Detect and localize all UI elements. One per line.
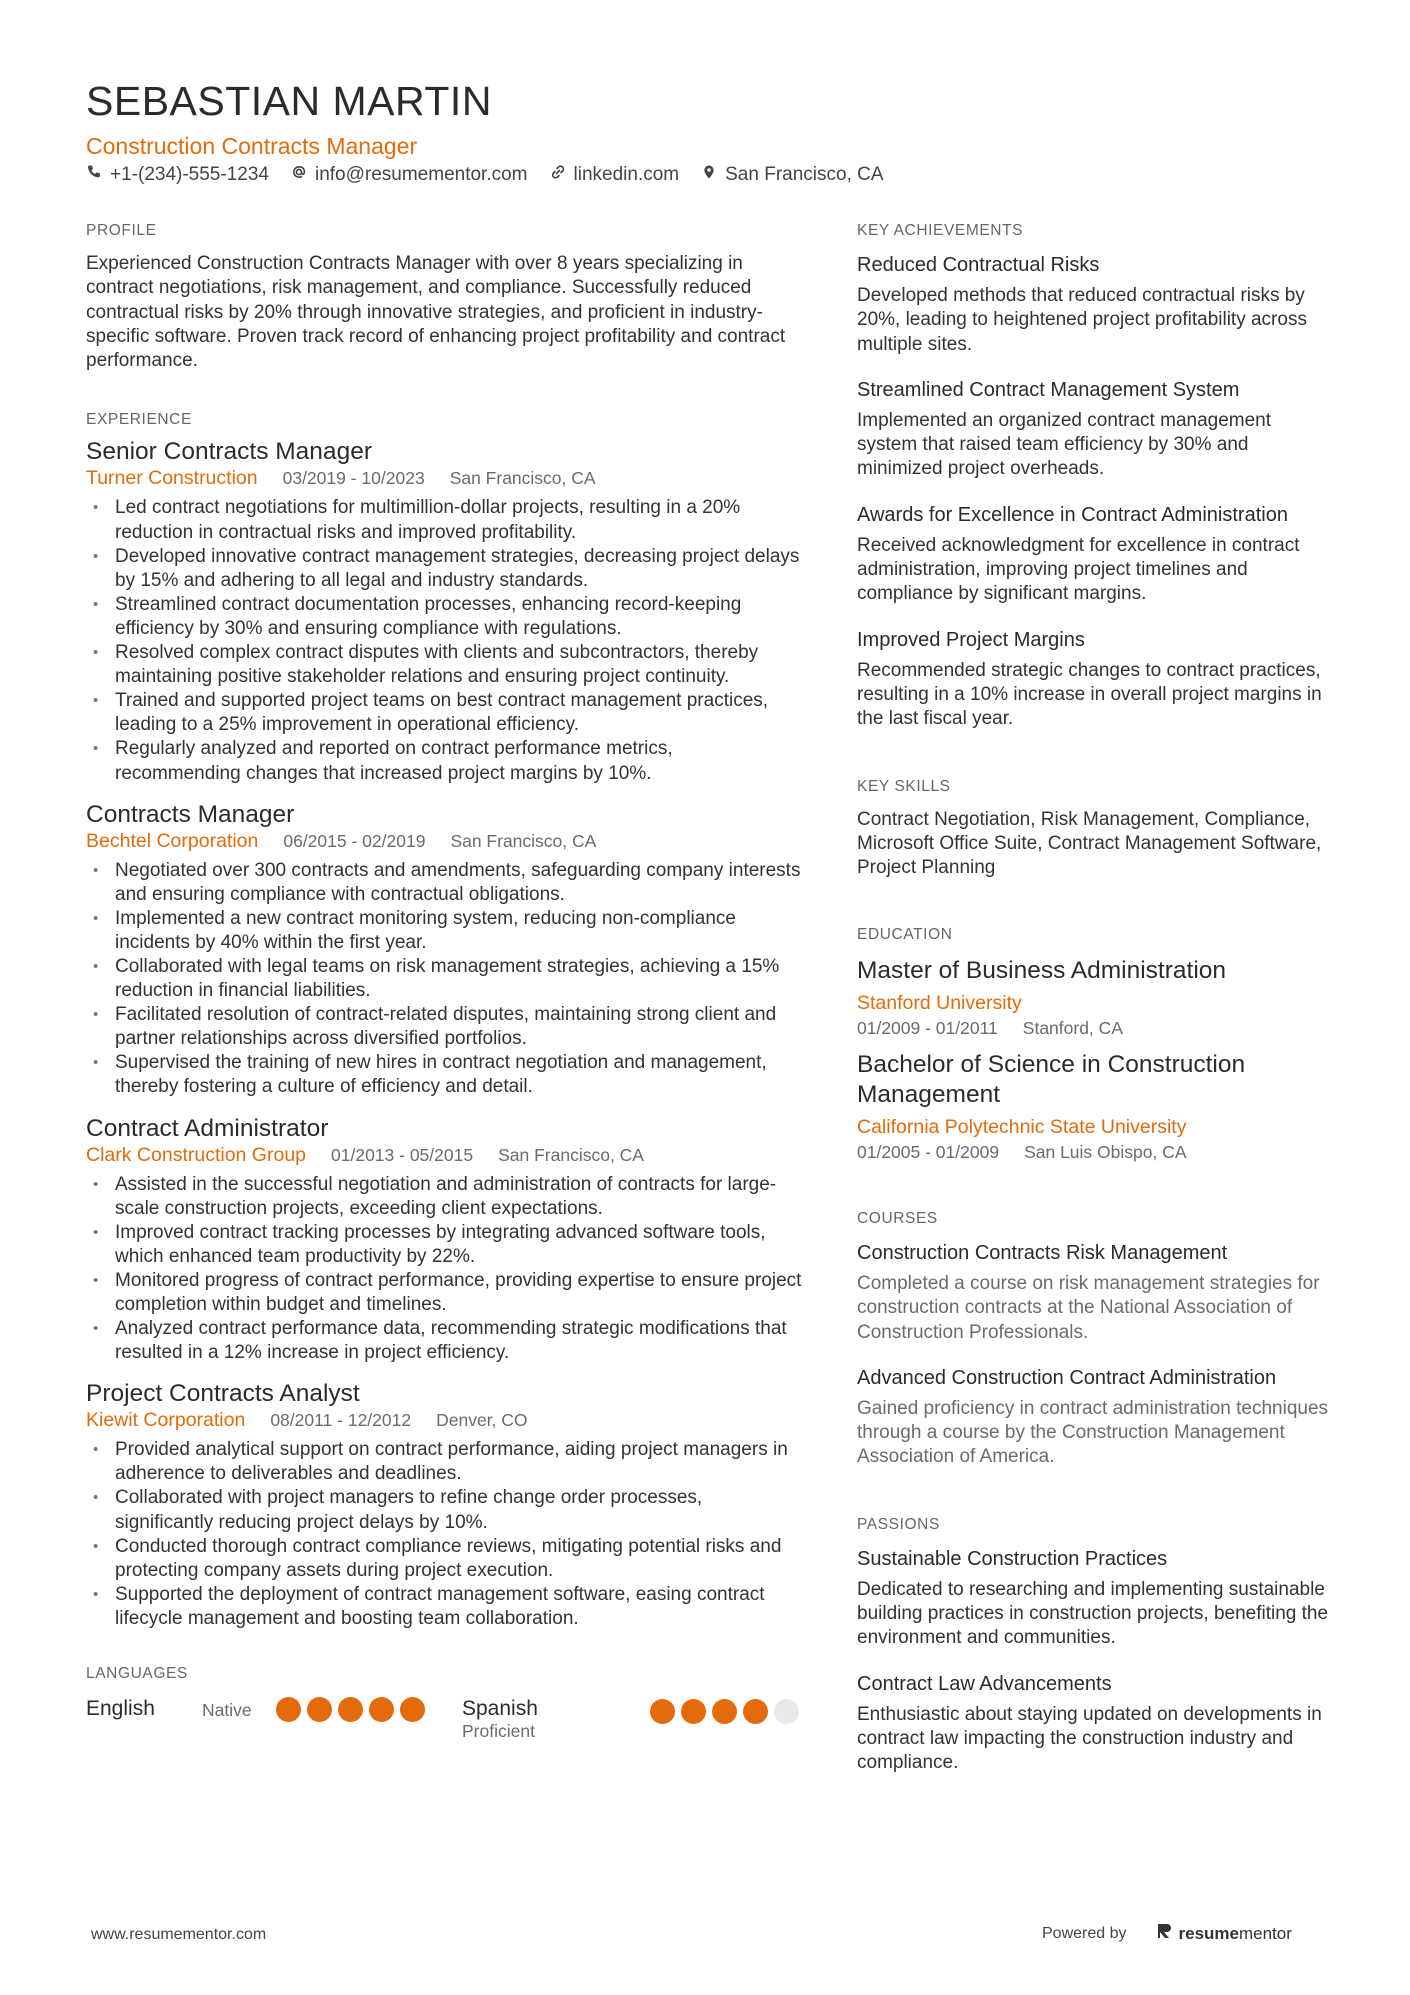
job-company: Kiewit Corporation bbox=[86, 1409, 246, 1432]
rating-dot-filled bbox=[400, 1697, 425, 1722]
passion-desc: Dedicated to researching and implementing sustainable building practices in construction projects, benefiting the environment and communities. bbox=[857, 1578, 1329, 1649]
job-bullet: • Resolved complex contract disputes with clients and subcontractors, thereby maintaining positive stakeholder relations and ensuring project continuity. bbox=[86, 641, 802, 689]
course-title: Advanced Construction Contract Administration bbox=[857, 1366, 1277, 1389]
job-company: Bechtel Corporation bbox=[86, 829, 259, 852]
passion-title: Sustainable Construction Practices bbox=[857, 1547, 1168, 1570]
brand-logo[interactable] bbox=[1157, 1922, 1292, 1945]
job-location: San Francisco, CA bbox=[498, 1144, 644, 1165]
job-entry bbox=[86, 800, 802, 1100]
job-bullet: • Streamlined contract documentation processes, enhancing record-keeping efficiency by 30% and ensuring compliance with regulations. bbox=[86, 593, 802, 641]
contact-bar bbox=[86, 164, 884, 186]
job-bullet: • Conducted thorough contract compliance reviews, mitigating potential risks and protecting company assets during project execution. bbox=[86, 1535, 802, 1583]
language-item bbox=[86, 1697, 462, 1742]
education-item bbox=[857, 1050, 1335, 1164]
candidate-role: Construction Contracts Manager bbox=[86, 133, 418, 159]
education-school: Stanford University bbox=[857, 991, 1022, 1014]
education-location: San Luis Obispo, CA bbox=[1024, 1141, 1187, 1162]
skills-text: Contract Negotiation, Risk Management, Compliance, Microsoft Office Suite, Contract Management Software, Project Planning bbox=[857, 808, 1322, 879]
contact-phone[interactable] bbox=[86, 164, 269, 186]
language-item bbox=[462, 1697, 802, 1742]
job-bullet: • Negotiated over 300 contracts and amendments, safeguarding company interests and ensuring compliance with contractual obligations. bbox=[86, 859, 802, 907]
job-bullet: • Supported the deployment of contract management software, easing contract lifecycle management and boosting team collaboration. bbox=[86, 1583, 802, 1631]
job-company: Turner Construction bbox=[86, 467, 258, 490]
job-bullet: • Analyzed contract performance data, recommending strategic modifications that resulted in a 12% increase in project efficiency. bbox=[86, 1317, 802, 1365]
right-column bbox=[857, 222, 1335, 1796]
experience-heading: EXPERIENCE bbox=[86, 411, 192, 429]
education-school: California Polytechnic State University bbox=[857, 1115, 1187, 1138]
job-bullet: • Facilitated resolution of contract-related disputes, maintaining strong client and partner relationships across diversified portfolios. bbox=[86, 1003, 802, 1051]
contact-location bbox=[701, 164, 883, 186]
footer-branding bbox=[1042, 1922, 1292, 1945]
language-name: English bbox=[86, 1697, 155, 1721]
job-dates: 03/2019 - 10/2023 bbox=[282, 468, 425, 489]
education-degree: Bachelor of Science in Construction Management bbox=[857, 1050, 1246, 1109]
education-meta bbox=[857, 1140, 1335, 1164]
achievement-title: Streamlined Contract Management System bbox=[857, 378, 1240, 401]
job-title: Contract Administrator bbox=[86, 1114, 329, 1142]
job-dates: 01/2013 - 05/2015 bbox=[331, 1144, 474, 1165]
job-bullet: • Collaborated with legal teams on risk management strategies, achieving a 15% reduction in financial liabilities. bbox=[86, 955, 802, 1003]
rating-dot-filled bbox=[650, 1699, 675, 1724]
job-bullet: • Trained and supported project teams on best contract management practices, leading to a 25% improvement in operational efficiency. bbox=[86, 689, 802, 737]
course-item bbox=[857, 1365, 1335, 1470]
job-title: Senior Contracts Manager bbox=[86, 438, 372, 466]
job-dates: 06/2015 - 02/2019 bbox=[283, 830, 426, 851]
achievement-item bbox=[857, 252, 1335, 357]
job-location: Denver, CO bbox=[436, 1410, 528, 1431]
language-name: Spanish bbox=[462, 1697, 538, 1721]
job-meta bbox=[86, 1409, 802, 1432]
achievement-desc: Developed methods that reduced contractual risks by 20%, leading to heightened project profitability across multiple sites. bbox=[857, 285, 1307, 355]
profile-text: Experienced Construction Contracts Manager with over 8 years specializing in contract negotiations, risk management, and compliance. Successfully reduced contractual risks by 20% through innovative strategies, and proficient in industry-specific software. Proven track record of enhancing project profitability and contract performance. bbox=[86, 253, 786, 372]
job-bullet: • Led contract negotiations for multimillion-dollar projects, resulting in a 20% reduction in contractual risks and improved profitability. bbox=[86, 496, 802, 544]
achievement-title: Reduced Contractual Risks bbox=[857, 254, 1100, 276]
passion-title: Contract Law Advancements bbox=[857, 1672, 1112, 1695]
languages-heading: LANGUAGES bbox=[86, 1665, 188, 1683]
job-bullet: • Regularly analyzed and reported on contract performance metrics, recommending changes that increased project margins by 10%. bbox=[86, 737, 802, 785]
achievement-title: Improved Project Margins bbox=[857, 628, 1085, 651]
education-item bbox=[857, 956, 1335, 1040]
achievements-heading: KEY ACHIEVEMENTS bbox=[857, 222, 1024, 239]
powered-by-text: Powered by bbox=[1042, 1924, 1127, 1942]
rating-dot-empty bbox=[774, 1699, 799, 1724]
passion-item bbox=[857, 1546, 1335, 1651]
job-dates: 08/2011 - 12/2012 bbox=[270, 1410, 412, 1431]
job-bullet: • Assisted in the successful negotiation and administration of contracts for large-scale construction projects, exceeding client expectations. bbox=[86, 1173, 802, 1221]
language-level: Proficient bbox=[462, 1721, 535, 1742]
rating-dot-filled bbox=[338, 1697, 363, 1722]
location-text: San Francisco, CA bbox=[725, 164, 884, 185]
education-dates: 01/2005 - 01/2009 bbox=[857, 1141, 1000, 1162]
job-location: San Francisco, CA bbox=[450, 830, 597, 851]
language-level: Native bbox=[202, 1700, 252, 1721]
language-rating bbox=[650, 1699, 799, 1724]
phone-icon bbox=[86, 164, 102, 186]
achievement-desc: Received acknowledgment for excellence in contract administration, improving project timelines and compliance by significant margins. bbox=[857, 534, 1300, 605]
achievement-title: Awards for Excellence in Contract Administration bbox=[857, 503, 1288, 526]
job-bullets bbox=[86, 859, 802, 1100]
location-pin-icon bbox=[701, 164, 717, 186]
course-item bbox=[857, 1240, 1335, 1345]
language-rating bbox=[276, 1697, 425, 1722]
job-bullets bbox=[86, 496, 802, 785]
job-title: Contracts Manager bbox=[86, 800, 295, 828]
skills-heading: KEY SKILLS bbox=[857, 777, 951, 795]
candidate-name: SEBASTIAN MARTIN bbox=[86, 78, 492, 124]
contact-email[interactable] bbox=[291, 164, 528, 186]
brand-rest: mentor bbox=[1238, 1923, 1292, 1943]
left-column bbox=[86, 222, 802, 1742]
linkedin-text: linkedin.com bbox=[573, 164, 680, 185]
profile-heading: PROFILE bbox=[86, 222, 157, 239]
achievement-desc: Implemented an organized contract management system that raised team efficiency by 30% and minimized project overheads. bbox=[857, 409, 1272, 480]
link-icon bbox=[550, 164, 566, 186]
rating-dot-filled bbox=[276, 1697, 301, 1722]
job-bullets bbox=[86, 1173, 802, 1366]
job-bullet: • Collaborated with project managers to refine change order processes, significantly reducing project delays by 10%. bbox=[86, 1486, 802, 1534]
education-meta bbox=[857, 1016, 1335, 1040]
languages-list bbox=[86, 1697, 802, 1742]
job-bullets bbox=[86, 1438, 802, 1631]
rating-dot-filled bbox=[681, 1699, 706, 1724]
contact-linkedin[interactable] bbox=[550, 164, 680, 186]
passion-item bbox=[857, 1671, 1335, 1776]
job-company: Clark Construction Group bbox=[86, 1143, 307, 1166]
job-meta bbox=[86, 467, 802, 490]
job-entry bbox=[86, 1114, 802, 1366]
rating-dot-filled bbox=[743, 1699, 768, 1724]
education-heading: EDUCATION bbox=[857, 926, 953, 944]
course-title: Construction Contracts Risk Management bbox=[857, 1241, 1228, 1264]
job-bullet: • Monitored progress of contract performance, providing expertise to ensure project completion within budget and timelines. bbox=[86, 1269, 802, 1317]
achievement-item bbox=[857, 502, 1335, 607]
courses-heading: COURSES bbox=[857, 1209, 938, 1227]
email-text: info@resumementor.com bbox=[314, 164, 528, 185]
passion-desc: Enthusiastic about staying updated on developments in contract law impacting the construction industry and compliance. bbox=[857, 1703, 1322, 1774]
achievement-desc: Recommended strategic changes to contract practices, resulting in a 10% increase in overall project margins in the last fiscal year. bbox=[857, 659, 1322, 730]
job-title: Project Contracts Analyst bbox=[86, 1380, 360, 1408]
education-location: Stanford, CA bbox=[1022, 1017, 1123, 1038]
job-entry bbox=[86, 1379, 802, 1631]
rating-dot-filled bbox=[369, 1697, 394, 1722]
job-meta bbox=[86, 1144, 802, 1167]
passions-heading: PASSIONS bbox=[857, 1515, 940, 1533]
job-bullet: • Improved contract tracking processes by integrating advanced software tools, which enhanced team productivity by 22%. bbox=[86, 1221, 802, 1269]
job-bullet: • Implemented a new contract monitoring system, reducing non-compliance incidents by 40% within the first year. bbox=[86, 907, 802, 955]
job-location: San Francisco, CA bbox=[449, 468, 596, 489]
education-degree: Master of Business Administration bbox=[857, 957, 1227, 985]
brand-mark-icon bbox=[1157, 1922, 1173, 1945]
achievement-item bbox=[857, 627, 1335, 732]
job-bullet: • Developed innovative contract management strategies, decreasing project delays by 15% and adhering to all legal and industry standards. bbox=[86, 545, 802, 593]
achievement-item bbox=[857, 377, 1335, 482]
job-bullet: • Supervised the training of new hires in contract negotiation and management, thereby fostering a culture of efficiency and detail. bbox=[86, 1051, 802, 1099]
rating-dot-filled bbox=[712, 1699, 737, 1724]
footer-website[interactable]: www.resumementor.com bbox=[91, 1926, 267, 1943]
job-bullet: • Provided analytical support on contract performance, aiding project managers in adherence to deliverables and deadlines. bbox=[86, 1438, 802, 1486]
education-dates: 01/2009 - 01/2011 bbox=[857, 1017, 998, 1038]
phone-text: +1-(234)-555-1234 bbox=[110, 164, 269, 185]
course-desc: Gained proficiency in contract administration techniques through a course by the Construction Management Association of America. bbox=[857, 1397, 1329, 1468]
course-desc: Completed a course on risk management strategies for construction contracts at the National Association of Construction Professionals. bbox=[857, 1272, 1320, 1343]
at-icon bbox=[291, 164, 307, 186]
rating-dot-filled bbox=[307, 1697, 332, 1722]
job-entry bbox=[86, 437, 802, 785]
brand-bold: resume bbox=[1178, 1923, 1239, 1943]
job-meta bbox=[86, 830, 802, 853]
